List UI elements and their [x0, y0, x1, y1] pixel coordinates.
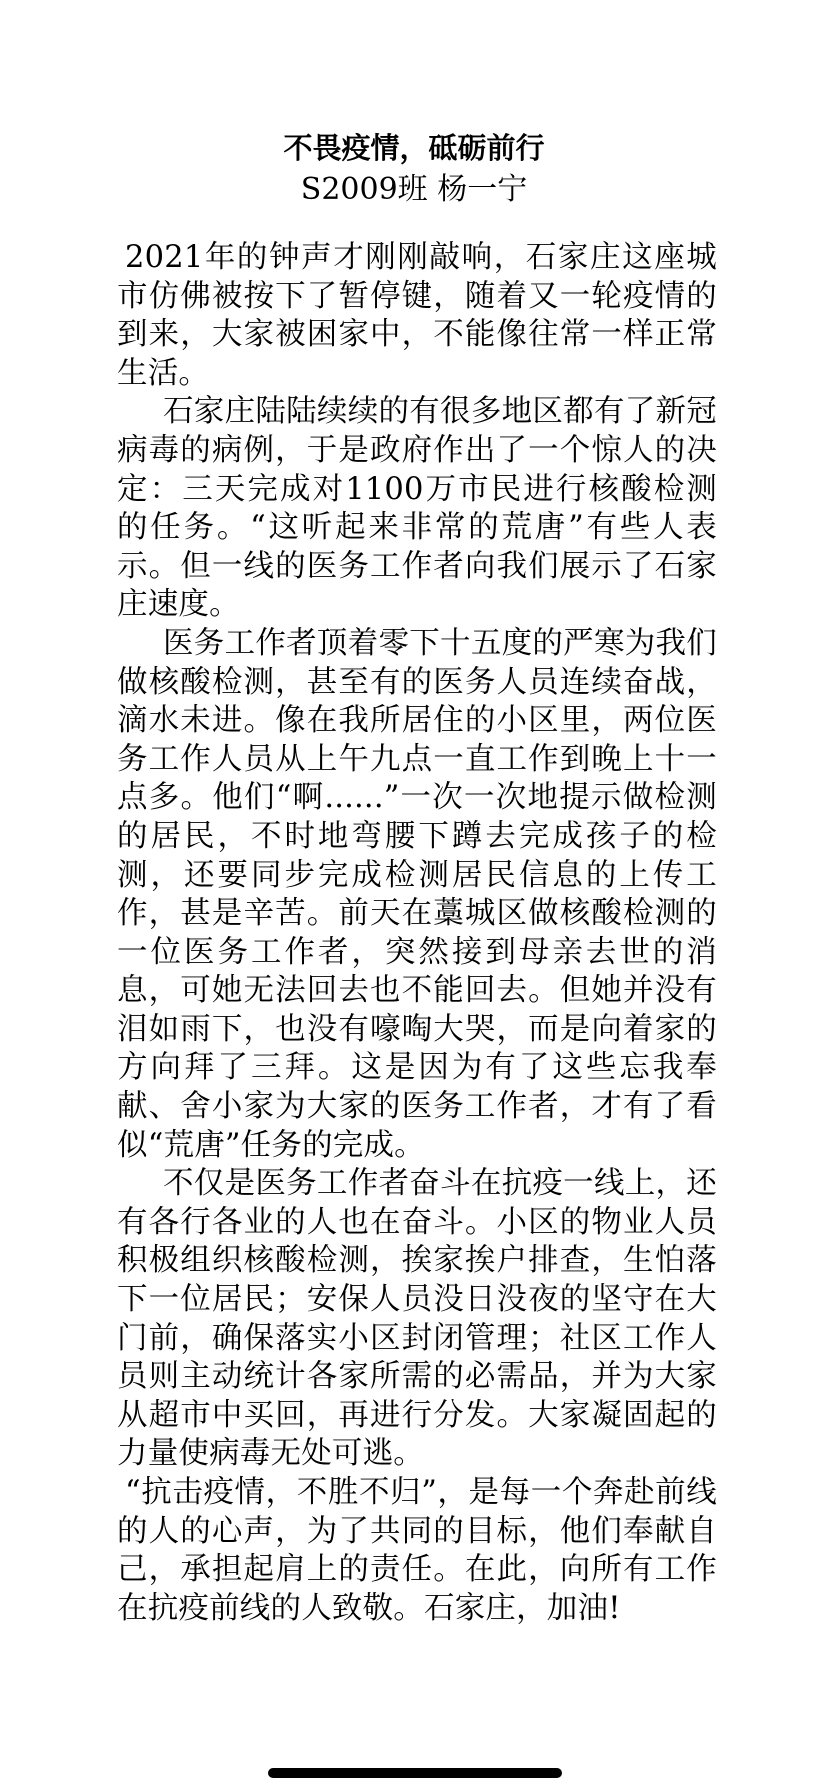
- paragraph: “抗击疫情，不胜不归”，是每一个奔赴前线的人的心声，为了共同的目标，他们奉献自己，承担起肩上的责任。在此，向所有工作在抗疫前线的人致敬。石家庄，加油!: [117, 1475, 717, 1626]
- document-body: [117, 239, 717, 1628]
- paragraph: 2021年的钟声才刚刚敲响，石家庄这座城市仿佛被按下了暂停键，随着又一轮疫情的到来，大家被困家中，不能像往常一样正常生活。: [117, 240, 717, 391]
- paragraph: 石家庄陆陆续续的有很多地区都有了新冠病毒的病例，于是政府作出了一个惊人的决定：三天完成对1100万市民进行核酸检测的任务。“这听起来非常的荒唐”有些人表示。但一线的医务工作者向我们展示了石家庄速度。: [117, 394, 717, 623]
- document-title: 不畏疫情，砥砺前行: [283, 131, 545, 165]
- paragraph: 不仅是医务工作者奋斗在抗疫一线上，还有各行各业的人也在奋斗。小区的物业人员积极组织核酸检测，挨家挨户排查，生怕落下一位居民；安保人员没日没夜的坚守在大门前，确保落实小区封闭管理；社区工作人员则主动统计各家所需的必需品，并为大家从超市中买回，再进行分发。大家凝固起的力量使病毒无处可逃。: [117, 1166, 717, 1472]
- home-indicator[interactable]: [268, 1768, 562, 1778]
- paragraph: 医务工作者顶着零下十五度的严寒为我们做核酸检测，甚至有的医务人员连续奋战，滴水未进。像在我所居住的小区里，两位医务工作人员从上午九点一直工作到晚上十一点多。他们“啊......”一次一次地提示做检测的居民，不时地弯腰下蹲去完成孩子的检测，还要同步完成检测居民信息的上传工作，甚是辛苦。前天在藁城区做核酸检测的一位医务工作者，突然接到母亲去世的消息，可她无法回去也不能回去。但她并没有泪如雨下，也没有嚎啕大哭，而是向着家的方向拜了三拜。这是因为有了这些忘我奉献、舍小家为大家的医务工作者，才有了看似“荒唐”任务的完成。: [117, 625, 717, 1163]
- author-byline: S2009班 杨一宁: [300, 172, 528, 207]
